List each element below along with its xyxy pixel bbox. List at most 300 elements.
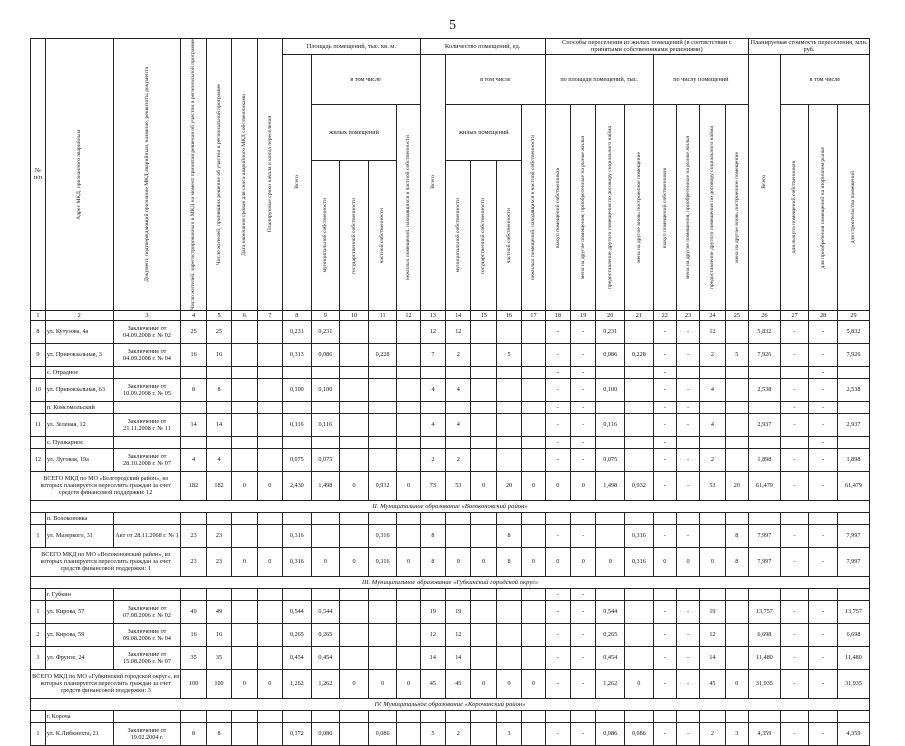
table-cell — [446, 588, 471, 600]
header-cost-buyout: для выкупа помещений собственников — [780, 105, 809, 311]
table-cell: 4 — [181, 448, 206, 471]
table-cell: - — [571, 588, 596, 600]
column-number: 25 — [725, 310, 748, 320]
table-cell: г. Короча — [45, 710, 113, 722]
table-cell — [522, 378, 545, 401]
table-cell: 1 — [31, 722, 46, 745]
table-cell — [283, 588, 312, 600]
table-cell — [397, 588, 420, 600]
table-cell: - — [653, 600, 676, 623]
table-cell — [311, 512, 340, 524]
table-cell: Заключение от 04.09.2008 г. № 04 — [113, 343, 181, 366]
table-cell: 25 — [206, 320, 231, 343]
column-number: 19 — [571, 310, 596, 320]
table-cell — [206, 512, 231, 524]
table-cell: 8 — [31, 320, 46, 343]
table-cell: 10 — [31, 378, 46, 401]
table-cell: 0,544 — [596, 600, 625, 623]
table-cell: 14 — [206, 413, 231, 436]
table-cell — [206, 588, 231, 600]
table-cell: - — [545, 378, 570, 401]
table-cell — [596, 366, 625, 378]
table-cell: 6,698 — [837, 623, 869, 646]
column-number: 11 — [368, 310, 397, 320]
table-cell: 14 — [446, 646, 471, 669]
column-number: 9 — [311, 310, 340, 320]
table-cell: - — [653, 401, 676, 413]
table-cell: - — [653, 524, 676, 547]
table-cell: 0 — [397, 547, 420, 576]
table-cell: - — [780, 623, 809, 646]
column-number: 28 — [809, 310, 838, 320]
table-cell: 2 — [700, 343, 725, 366]
table-cell: - — [780, 524, 809, 547]
table-cell — [700, 710, 725, 722]
table-cell: 100 — [181, 669, 206, 698]
column-number: 23 — [676, 310, 699, 320]
table-cell: 1,898 — [837, 448, 869, 471]
table-cell: - — [653, 320, 676, 343]
table-cell: 0,316 — [283, 547, 312, 576]
column-number: 1 — [31, 310, 46, 320]
table-cell — [257, 378, 282, 401]
table-cell: 0,086 — [368, 722, 397, 745]
section-title: IV. Муниципальное образование «Корочанский район» — [31, 698, 870, 710]
table-cell — [31, 366, 46, 378]
table-cell: - — [809, 448, 838, 471]
table-cell: 1,498 — [311, 471, 340, 500]
table-cell: 0,075 — [283, 448, 312, 471]
table-cell: 7,997 — [749, 524, 781, 547]
table-cell: 49 — [206, 600, 231, 623]
table-cell — [206, 401, 231, 413]
table-cell: - — [809, 600, 838, 623]
table-cell — [446, 436, 471, 448]
table-cell — [368, 588, 397, 600]
table-cell — [676, 512, 699, 524]
table-cell: 3 — [725, 722, 748, 745]
table-cell — [725, 512, 748, 524]
table-cell — [496, 623, 521, 646]
table-cell — [397, 320, 420, 343]
table-cell — [725, 366, 748, 378]
table-cell — [340, 710, 369, 722]
section-header-row — [31, 576, 870, 588]
table-cell — [311, 710, 340, 722]
header-area-state: государственной собственности — [340, 161, 369, 311]
table-cell — [700, 512, 725, 524]
table-cell: 0 — [571, 547, 596, 576]
table-cell — [496, 401, 521, 413]
table-cell: ул. Фрунзе, 24 — [45, 646, 113, 669]
table-cell — [522, 646, 545, 669]
header-social2: предоставление другого помещения по договору социального найма — [700, 105, 725, 311]
table-cell: - — [571, 436, 596, 448]
table-cell — [340, 588, 369, 600]
table-cell — [625, 588, 654, 600]
table-cell: 0,116 — [311, 413, 340, 436]
table-cell — [232, 448, 257, 471]
table-cell: - — [780, 401, 809, 413]
table-cell — [257, 588, 282, 600]
total-label: ВСЕГО МКД по МО «Губкинский городской округ», из которых планируется переселить граждан за счет средств финансовой поддержки: 3 — [31, 669, 181, 698]
table-cell: - — [545, 448, 570, 471]
table-cell — [340, 512, 369, 524]
table-cell: - — [780, 448, 809, 471]
table-cell: 19 — [446, 600, 471, 623]
table-cell: 19 — [700, 600, 725, 623]
table-cell: 2 — [446, 722, 471, 745]
table-cell — [420, 588, 445, 600]
table-cell — [496, 378, 521, 401]
table-cell: ул. Кирова, 59 — [45, 623, 113, 646]
table-cell: 8 — [181, 722, 206, 745]
table-cell: - — [545, 436, 570, 448]
table-cell: - — [545, 343, 570, 366]
table-cell — [368, 320, 397, 343]
table-cell: 9 — [31, 343, 46, 366]
table-row — [31, 378, 870, 401]
table-cell — [676, 436, 699, 448]
table-cell: - — [809, 547, 838, 576]
table-cell: 2,937 — [837, 413, 869, 436]
column-number: 8 — [283, 310, 312, 320]
table-cell — [471, 448, 496, 471]
table-cell — [181, 710, 206, 722]
table-cell — [471, 710, 496, 722]
table-cell — [368, 366, 397, 378]
table-cell: 53 — [446, 471, 471, 500]
table-cell — [749, 436, 781, 448]
table-cell — [446, 512, 471, 524]
header-methods-group: Способы переселения из жилых помещений (в соответствии с принятыми собственниками решениями) — [545, 39, 748, 55]
table-cell — [496, 436, 521, 448]
table-cell: 45 — [446, 669, 471, 698]
table-cell — [340, 436, 369, 448]
table-cell: Заключение от 09.08.2006 г. № 04 — [113, 623, 181, 646]
table-cell: 0 — [571, 471, 596, 500]
table-cell: Заключение от 15.08.2006 г. № 07 — [113, 646, 181, 669]
table-cell: 12 — [420, 623, 445, 646]
table-cell: 12 — [446, 623, 471, 646]
table-row — [31, 600, 870, 623]
table-cell: - — [780, 471, 809, 500]
header-residents: Число жителей, зарегистрированных в МКД на момент принятия решения об участии в региональной программе — [181, 39, 206, 311]
table-cell — [283, 366, 312, 378]
table-cell: - — [809, 378, 838, 401]
table-cell — [625, 413, 654, 436]
table-row — [31, 623, 870, 646]
table-cell: 16 — [206, 343, 231, 366]
table-cell — [471, 512, 496, 524]
table-cell: - — [571, 669, 596, 698]
table-cell — [837, 710, 869, 722]
table-cell: - — [676, 378, 699, 401]
table-cell: 12 — [700, 623, 725, 646]
header-area-living: жилых помещений — [311, 105, 397, 161]
table-cell: - — [809, 366, 838, 378]
table-cell — [725, 448, 748, 471]
table-cell: 100 — [206, 669, 231, 698]
table-cell: 20 — [725, 471, 748, 500]
table-cell: 0,086 — [311, 722, 340, 745]
table-cell — [257, 320, 282, 343]
table-cell: 11,480 — [749, 646, 781, 669]
table-cell — [496, 320, 521, 343]
table-cell: 2 — [420, 448, 445, 471]
table-cell — [676, 710, 699, 722]
table-cell — [653, 512, 676, 524]
table-cell: 16 — [181, 623, 206, 646]
table-cell — [522, 320, 545, 343]
table-header — [31, 39, 870, 311]
table-cell — [311, 524, 340, 547]
table-cell — [397, 524, 420, 547]
total-row — [31, 471, 870, 500]
table-cell — [725, 413, 748, 436]
table-cell — [232, 320, 257, 343]
table-cell — [625, 623, 654, 646]
table-cell — [545, 710, 570, 722]
table-cell: 7,997 — [837, 547, 869, 576]
table-cell: Заключение от 21.11.2008 г. № 11 — [113, 413, 181, 436]
table-cell: 0 — [496, 669, 521, 698]
header-area-total: Всего — [283, 54, 312, 310]
table-cell: 1,262 — [311, 669, 340, 698]
table-cell — [625, 710, 654, 722]
table-cell: 0 — [257, 471, 282, 500]
header-count-nonres: нежилых помещений, находящихся в частной собственности — [522, 105, 545, 311]
table-cell: 20 — [496, 471, 521, 500]
table-cell: 61,479 — [749, 471, 781, 500]
table-cell: 0 — [471, 471, 496, 500]
column-number: 27 — [780, 310, 809, 320]
table-cell — [257, 600, 282, 623]
table-cell — [837, 588, 869, 600]
table-cell: 8 — [206, 722, 231, 745]
header-num: № п/п — [31, 39, 46, 311]
table-cell — [780, 512, 809, 524]
table-cell — [397, 343, 420, 366]
table-cell: - — [809, 669, 838, 698]
table-cell: 2,538 — [749, 378, 781, 401]
table-cell — [368, 413, 397, 436]
table-cell: - — [780, 646, 809, 669]
table-cell: 2 — [446, 448, 471, 471]
table-cell: - — [676, 471, 699, 500]
table-cell: 53 — [700, 471, 725, 500]
table-cell — [420, 366, 445, 378]
header-area-incl: в том числе — [311, 54, 420, 105]
table-cell: 4 — [700, 378, 725, 401]
table-cell — [311, 401, 340, 413]
table-cell: - — [676, 448, 699, 471]
header-newbuild: мена на другое вновь построенное помещение — [625, 105, 654, 311]
table-cell — [471, 588, 496, 600]
table-cell — [181, 588, 206, 600]
table-cell — [446, 366, 471, 378]
table-cell: 5,832 — [749, 320, 781, 343]
table-cell — [232, 710, 257, 722]
header-document: Документ, подтверждающий признание МКД аварийным, название, реквизиты документа — [113, 39, 181, 311]
table-cell — [522, 343, 545, 366]
table-cell: 23 — [206, 547, 231, 576]
column-number: 22 — [653, 310, 676, 320]
table-cell: 0,100 — [596, 378, 625, 401]
header-area-nonres: нежилых помещений, находящихся в частной собственности — [397, 105, 420, 311]
header-planned-residents: Число жителей, принявших решение об участии в региональной программе — [206, 39, 231, 311]
table-cell: 3 — [31, 646, 46, 669]
table-cell — [837, 366, 869, 378]
table-cell — [420, 401, 445, 413]
table-cell — [446, 710, 471, 722]
table-cell: 61,479 — [837, 471, 869, 500]
table-cell — [397, 401, 420, 413]
column-number: 24 — [700, 310, 725, 320]
table-cell: 14 — [420, 646, 445, 669]
table-cell: 5 — [496, 343, 521, 366]
table-cell: 0,086 — [625, 722, 654, 745]
table-cell: 0 — [232, 471, 257, 500]
table-cell: - — [571, 366, 596, 378]
table-cell — [397, 710, 420, 722]
table-cell — [700, 524, 725, 547]
table-cell: - — [545, 524, 570, 547]
table-cell — [420, 436, 445, 448]
header-count-state: государственной собственности — [471, 161, 496, 311]
table-cell: - — [653, 378, 676, 401]
table-cell: 0,086 — [596, 343, 625, 366]
table-cell — [232, 600, 257, 623]
table-cell: 0 — [596, 547, 625, 576]
table-cell — [749, 401, 781, 413]
table-cell — [700, 588, 725, 600]
table-cell — [700, 401, 725, 413]
table-cell: 0,231 — [311, 320, 340, 343]
table-cell: 23 — [206, 524, 231, 547]
table-cell — [340, 378, 369, 401]
table-cell — [725, 401, 748, 413]
table-cell — [232, 524, 257, 547]
table-cell: 12 — [700, 320, 725, 343]
table-cell: 1,262 — [283, 669, 312, 698]
table-cell: - — [676, 623, 699, 646]
table-cell: - — [676, 343, 699, 366]
column-number: 4 — [181, 310, 206, 320]
table-cell — [700, 436, 725, 448]
table-cell: - — [809, 623, 838, 646]
table-cell: - — [780, 600, 809, 623]
table-row — [31, 448, 870, 471]
table-cell: 0,316 — [625, 547, 654, 576]
table-cell — [257, 524, 282, 547]
table-cell — [257, 512, 282, 524]
table-cell: - — [676, 413, 699, 436]
table-cell — [340, 646, 369, 669]
section-title: II. Муниципальное образование «Волоконовский район» — [31, 500, 870, 512]
table-cell — [571, 512, 596, 524]
table-cell — [232, 436, 257, 448]
table-cell: 35 — [181, 646, 206, 669]
table-cell — [471, 524, 496, 547]
table-cell: - — [571, 448, 596, 471]
table-cell: 2 — [31, 623, 46, 646]
table-cell: - — [809, 436, 838, 448]
table-cell — [725, 600, 748, 623]
table-cell — [471, 600, 496, 623]
table-cell: - — [780, 413, 809, 436]
table-cell: 3 — [496, 722, 521, 745]
table-cell — [496, 646, 521, 669]
column-numbers-row — [31, 310, 870, 320]
table-cell: 182 — [181, 471, 206, 500]
table-cell: 4 — [420, 413, 445, 436]
table-cell — [522, 512, 545, 524]
table-cell: 8 — [725, 547, 748, 576]
header-social: предоставление другого помещения по договору социального найма — [596, 105, 625, 311]
table-cell: 0,316 — [283, 524, 312, 547]
table-cell — [625, 646, 654, 669]
table-cell: - — [676, 320, 699, 343]
column-number: 21 — [625, 310, 654, 320]
locality-row — [31, 588, 870, 600]
table-cell: 0 — [700, 547, 725, 576]
table-cell: 6,698 — [749, 623, 781, 646]
table-cell: - — [809, 320, 838, 343]
table-cell — [257, 646, 282, 669]
table-cell: 0,172 — [283, 722, 312, 745]
table-cell: 31,935 — [749, 669, 781, 698]
table-cell: - — [571, 320, 596, 343]
table-cell: п. Волоконовка — [45, 512, 113, 524]
table-cell: - — [780, 547, 809, 576]
table-cell — [780, 366, 809, 378]
table-cell: 0 — [522, 471, 545, 500]
table-row — [31, 524, 870, 547]
table-cell: 0,265 — [283, 623, 312, 646]
table-cell: - — [545, 623, 570, 646]
table-cell — [181, 436, 206, 448]
table-cell: 16 — [181, 343, 206, 366]
header-buyout: выкуп помещений собственников — [545, 105, 570, 311]
table-cell — [368, 378, 397, 401]
table-cell: Заключение от 19.02.2004 г. — [113, 722, 181, 745]
table-cell — [340, 623, 369, 646]
table-cell — [725, 320, 748, 343]
table-cell: 2,937 — [749, 413, 781, 436]
column-number: 16 — [496, 310, 521, 320]
table-cell: - — [780, 343, 809, 366]
table-cell — [340, 320, 369, 343]
table-cell — [522, 722, 545, 745]
header-area-private: частной собственности — [368, 161, 397, 311]
table-cell — [368, 512, 397, 524]
table-cell — [625, 378, 654, 401]
table-cell — [257, 623, 282, 646]
table-cell — [780, 710, 809, 722]
table-cell — [496, 588, 521, 600]
table-cell — [311, 436, 340, 448]
table-cell: 0,265 — [311, 623, 340, 646]
table-cell: 0 — [545, 547, 570, 576]
table-cell — [496, 710, 521, 722]
table-cell — [232, 512, 257, 524]
table-cell — [522, 413, 545, 436]
table-cell — [625, 401, 654, 413]
header-cost-group: Планируемая стоимость переселения, млн. руб. — [750, 39, 868, 54]
locality-row — [31, 512, 870, 524]
table-cell — [311, 366, 340, 378]
